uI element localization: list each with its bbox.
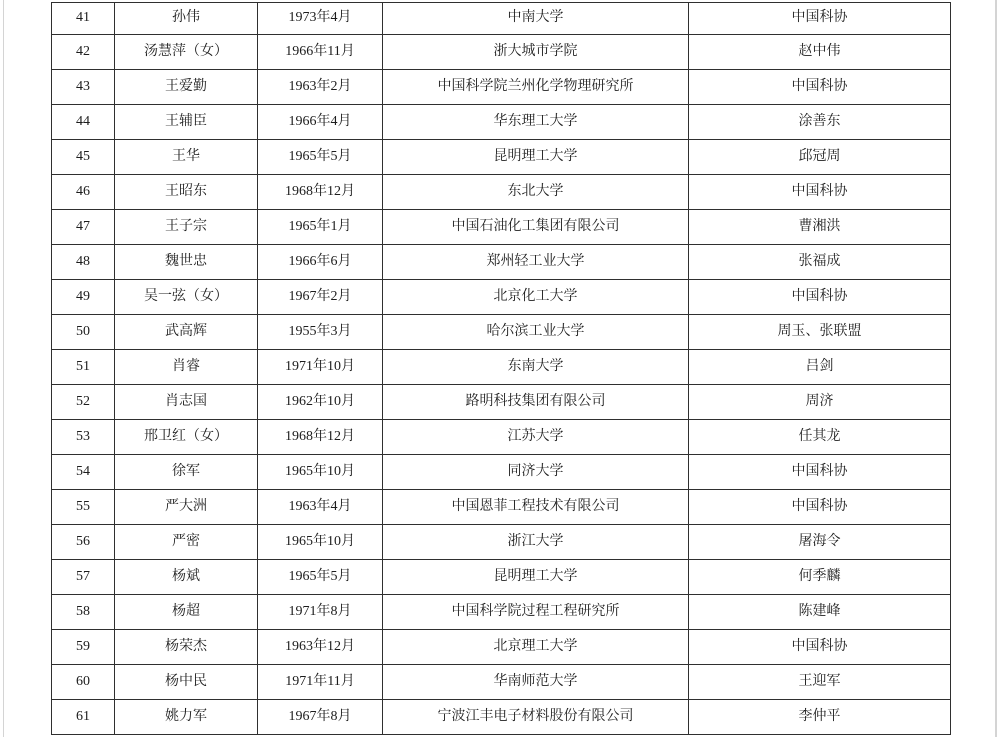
cell-name: 杨超	[115, 595, 258, 630]
cell-name: 王华	[115, 140, 258, 175]
cell-birth-date: 1965年10月	[258, 525, 383, 560]
cell-name: 肖志国	[115, 385, 258, 420]
cell-work-unit: 浙江大学	[383, 525, 689, 560]
cell-nominator: 任其龙	[689, 420, 951, 455]
cell-serial-number: 57	[52, 560, 115, 595]
cell-work-unit: 路明科技集团有限公司	[383, 385, 689, 420]
cell-birth-date: 1971年10月	[258, 350, 383, 385]
cell-birth-date: 1965年5月	[258, 140, 383, 175]
cell-birth-date: 1966年6月	[258, 245, 383, 280]
cell-name: 王昭东	[115, 175, 258, 210]
cell-nominator: 中国科协	[689, 3, 951, 35]
page-right-edge-line	[995, 0, 997, 737]
cell-serial-number: 44	[52, 105, 115, 140]
cell-name: 杨斌	[115, 560, 258, 595]
cell-work-unit: 东南大学	[383, 350, 689, 385]
cell-nominator: 中国科协	[689, 455, 951, 490]
cell-nominator: 王迎军	[689, 665, 951, 700]
cell-name: 严大洲	[115, 490, 258, 525]
cell-birth-date: 1965年10月	[258, 455, 383, 490]
cell-work-unit: 江苏大学	[383, 420, 689, 455]
cell-birth-date: 1965年1月	[258, 210, 383, 245]
cell-work-unit: 郑州轻工业大学	[383, 245, 689, 280]
cell-serial-number: 42	[52, 35, 115, 70]
cell-nominator: 陈建峰	[689, 595, 951, 630]
cell-name: 严密	[115, 525, 258, 560]
cell-nominator: 涂善东	[689, 105, 951, 140]
cell-birth-date: 1965年5月	[258, 560, 383, 595]
cell-serial-number: 41	[52, 3, 115, 35]
cell-work-unit: 中国恩菲工程技术有限公司	[383, 490, 689, 525]
cell-nominator: 曹湘洪	[689, 210, 951, 245]
cell-nominator: 何季麟	[689, 560, 951, 595]
cell-name: 吴一弦（女）	[115, 280, 258, 315]
cell-birth-date: 1967年2月	[258, 280, 383, 315]
cell-name: 王爱勤	[115, 70, 258, 105]
cell-work-unit: 中南大学	[383, 3, 689, 35]
cell-nominator: 中国科协	[689, 490, 951, 525]
cell-nominator: 李仲平	[689, 700, 951, 735]
cell-nominator: 邱冠周	[689, 140, 951, 175]
cell-work-unit: 浙大城市学院	[383, 35, 689, 70]
cell-birth-date: 1968年12月	[258, 175, 383, 210]
cell-name: 孙伟	[115, 3, 258, 35]
cell-serial-number: 49	[52, 280, 115, 315]
cell-work-unit: 北京化工大学	[383, 280, 689, 315]
cell-name: 武高辉	[115, 315, 258, 350]
cell-serial-number: 51	[52, 350, 115, 385]
cell-birth-date: 1963年12月	[258, 630, 383, 665]
cell-serial-number: 56	[52, 525, 115, 560]
cell-name: 肖睿	[115, 350, 258, 385]
cell-birth-date: 1967年8月	[258, 700, 383, 735]
cell-name: 汤慧萍（女）	[115, 35, 258, 70]
cell-nominator: 中国科协	[689, 280, 951, 315]
cell-work-unit: 北京理工大学	[383, 630, 689, 665]
cell-name: 魏世忠	[115, 245, 258, 280]
cell-nominator: 中国科协	[689, 630, 951, 665]
cell-nominator: 赵中伟	[689, 35, 951, 70]
cell-name: 王子宗	[115, 210, 258, 245]
cell-nominator: 周玉、张联盟	[689, 315, 951, 350]
cell-serial-number: 50	[52, 315, 115, 350]
cell-work-unit: 昆明理工大学	[383, 140, 689, 175]
cell-work-unit: 哈尔滨工业大学	[383, 315, 689, 350]
cell-birth-date: 1973年4月	[258, 3, 383, 35]
cell-nominator: 中国科协	[689, 70, 951, 105]
cell-name: 徐军	[115, 455, 258, 490]
cell-nominator: 吕剑	[689, 350, 951, 385]
cell-name: 杨荣杰	[115, 630, 258, 665]
page-left-edge-line	[3, 0, 4, 737]
cell-birth-date: 1966年11月	[258, 35, 383, 70]
cell-serial-number: 45	[52, 140, 115, 175]
cell-birth-date: 1971年11月	[258, 665, 383, 700]
cell-work-unit: 东北大学	[383, 175, 689, 210]
cell-nominator: 周济	[689, 385, 951, 420]
cell-serial-number: 59	[52, 630, 115, 665]
cell-serial-number: 43	[52, 70, 115, 105]
cell-serial-number: 52	[52, 385, 115, 420]
cell-birth-date: 1971年8月	[258, 595, 383, 630]
cell-nominator: 屠海令	[689, 525, 951, 560]
cell-birth-date: 1966年4月	[258, 105, 383, 140]
cell-serial-number: 48	[52, 245, 115, 280]
cell-work-unit: 华东理工大学	[383, 105, 689, 140]
cell-work-unit: 昆明理工大学	[383, 560, 689, 595]
cell-work-unit: 同济大学	[383, 455, 689, 490]
cell-serial-number: 47	[52, 210, 115, 245]
candidate-roster-table	[51, 2, 951, 735]
cell-serial-number: 61	[52, 700, 115, 735]
cell-serial-number: 46	[52, 175, 115, 210]
cell-serial-number: 55	[52, 490, 115, 525]
cell-name: 邢卫红（女）	[115, 420, 258, 455]
cell-nominator: 张福成	[689, 245, 951, 280]
cell-work-unit: 宁波江丰电子材料股份有限公司	[383, 700, 689, 735]
cell-birth-date: 1963年2月	[258, 70, 383, 105]
cell-work-unit: 中国科学院兰州化学物理研究所	[383, 70, 689, 105]
cell-serial-number: 53	[52, 420, 115, 455]
cell-serial-number: 58	[52, 595, 115, 630]
cell-work-unit: 中国石油化工集团有限公司	[383, 210, 689, 245]
cell-work-unit: 中国科学院过程工程研究所	[383, 595, 689, 630]
cell-birth-date: 1955年3月	[258, 315, 383, 350]
cell-name: 姚力军	[115, 700, 258, 735]
cell-nominator: 中国科协	[689, 175, 951, 210]
cell-work-unit: 华南师范大学	[383, 665, 689, 700]
cell-birth-date: 1968年12月	[258, 420, 383, 455]
cell-name: 王辅臣	[115, 105, 258, 140]
cell-birth-date: 1963年4月	[258, 490, 383, 525]
cell-serial-number: 60	[52, 665, 115, 700]
cell-name: 杨中民	[115, 665, 258, 700]
cell-birth-date: 1962年10月	[258, 385, 383, 420]
cell-serial-number: 54	[52, 455, 115, 490]
